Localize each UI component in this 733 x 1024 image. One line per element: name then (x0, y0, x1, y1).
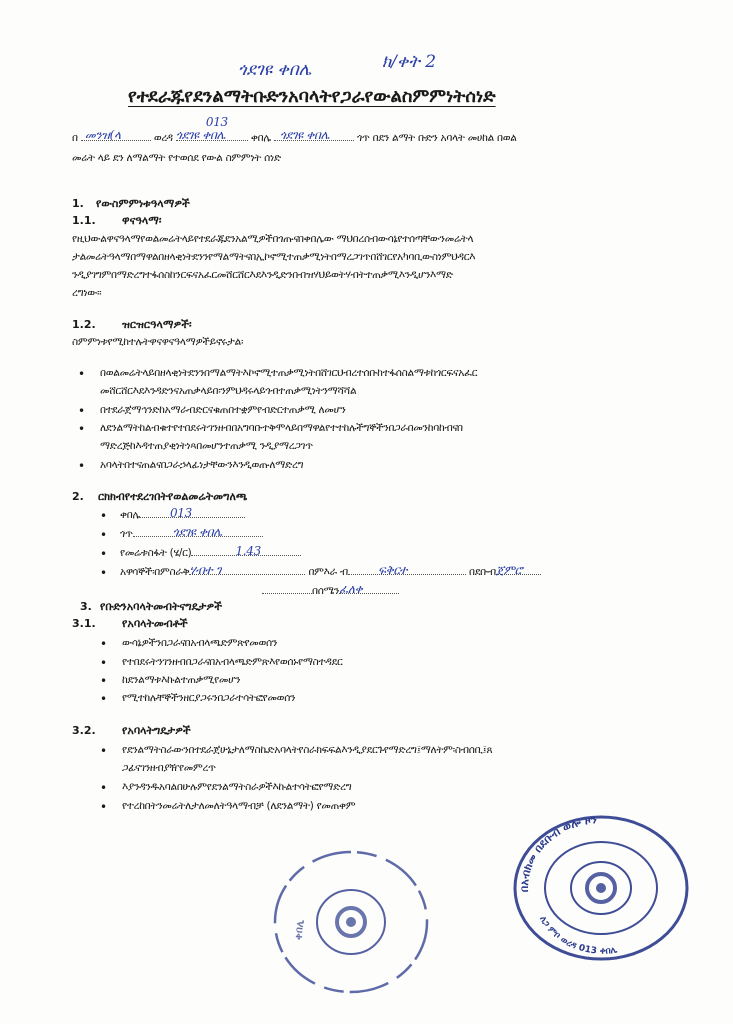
objective-bullet-1-cont: መሸርሸርእደእንዳድንናአጠቃላይበ፡ንምህዳሩላይጎብተጠቃሚነትንማሻሻል (100, 385, 357, 397)
border-west-label: በምእራ ብ (308, 566, 348, 578)
border-south-label: በደቡብ (468, 566, 496, 578)
objective-bullet-1: • በወልመሬትላይበዘላቂነትደንንበማልማትእኮኖሚተጠቃሚነትበሸገርህብረተሰቡከተፋሰስልማቱከጎርፍናአፈር (100, 367, 477, 380)
border-south-value: ጀምሮ (495, 563, 523, 577)
right-bullet-2: • የተበደሩትንገንዘብበጋራናበአብላጫድምጽእየወሰኑየማስተዳደር (122, 656, 343, 669)
official-stamp-right (512, 814, 690, 962)
duty-bullet-1-cont: ጋፊናገንዘብያዥየመምረጥ (122, 762, 216, 774)
land-kebele-blank (140, 506, 245, 520)
duty-bullet-2: • እያንዳንዱአባልበሁሉምየደንልማትስራዎችእኩልተሳትፎየማድረግ (122, 781, 351, 794)
objective-bullet-3-cont: ማድረጅከእዳተጠያቂነትነጻበመሆንተጠቃሚ ንዲያማረጋገጥ (100, 440, 313, 452)
right-bullet-4: • የሚተከሉቸኞችንዘርያጋሩንበጋራተሳትፎየመወሰን (122, 692, 295, 705)
intro-kebele-label: ቀበሌ (250, 132, 271, 144)
land-area-value: 1.43 (235, 544, 261, 558)
intro-woreda-label: ወረዳ (153, 132, 173, 144)
section3-heading: የቡድንአባላትመብትናግዴታዎች (100, 600, 222, 613)
objective-bullet-2: • በተደራጀማኅንድከአማራብድርናቁጠበተቋምየብድርተጠቃሚ ለመሆን (100, 404, 346, 417)
got-blank (274, 128, 354, 142)
objective-bullet-4: • አባላትበተናጠልናበጋራኃላፊነታቸውንእንዲወጡለማድረግ (100, 459, 303, 472)
section1-1-line-1: የዚህውልዋናዓላማየወልመሬትላይየተደራጁደንአልሚዎችበጎጡናበቀበሌው ማህበረሰብውሳኔየተሰጣቸውንመሬትላ (72, 233, 474, 245)
land-area-blank (191, 544, 301, 558)
land-got-label: ጎጥ (120, 528, 133, 540)
kebele-hand-value: ጎደገዩ ቀበሌ (175, 128, 226, 142)
land-got-blank (133, 525, 263, 539)
objective-bullet-3: • ለደንልማትከልብቁተየተበደሩትገንዘብበአግባቡተቅሞላይበማዋልየተተከሉችግኞችንበጋራበመንከባከብናበ (100, 422, 463, 435)
kebele-number: 013 (205, 115, 228, 129)
duty-bullet-1: • የደንልማትስራውንበተደራጀሁኔታለማስኬድአባላትየስራክፍፍልእንዲያደርጉየማድረግ፤ማለትም፡ስብሰቢ፤ጸ (122, 744, 492, 757)
right-bullet-3: • ከደንልማቱእኩልተጠቃሚየመሆን (122, 674, 240, 687)
border-north-value: ፈለቀ (339, 582, 363, 596)
border-north-label: በሰሜን (312, 585, 340, 597)
section1-1-heading: ዋናዓላማ፡ (122, 214, 162, 227)
section1-number: 1. (72, 197, 84, 210)
border-north-row (262, 582, 399, 598)
land-area-row (120, 544, 301, 560)
handwritten-header-left: ጎደገዩ ቀበሌ (238, 60, 312, 80)
woreda-value: መንዝ(ላ (84, 128, 121, 142)
section1-2-number: 1.2. (72, 318, 96, 331)
official-stamp-left (272, 842, 430, 994)
intro-got-text: ጎጥ በደን ልማት ቡድን አባላት መሀከል በወል (356, 132, 517, 144)
border-north-lead (262, 593, 312, 594)
border-east-value: ሃብተ ገ (189, 563, 222, 577)
woreda-blank (81, 128, 151, 142)
section1-2-intro: ስምምነቱየሚከተሉትዋናዋናዓላማዎችይኖሩታል፡ (72, 336, 244, 348)
stamp-right-ring-bottom: ለጋ ምቦ ወረዳ 013 ቀበሌ (537, 914, 618, 957)
section2-number: 2. (72, 490, 84, 503)
border-south-blank (495, 563, 541, 577)
border-east-blank (189, 563, 305, 577)
section3-1-heading: የአባላትመብቶች (122, 617, 188, 630)
got-hand-value: ጎደገዩ ቀበሌ (279, 128, 330, 142)
intro-line-1 (72, 115, 517, 145)
section2-heading: ርክክብየተደረገበትየወልመሬትመግለጫ (98, 490, 248, 503)
section1-1-number: 1.1. (72, 214, 96, 227)
land-kebele-label: ቀበሌ (120, 509, 140, 521)
border-north-blank (339, 582, 399, 596)
section3-2-number: 3.2. (72, 724, 96, 737)
right-bullet-1: • ውሳኔዎችንበጋራናበአብላጫድምጽየመወሰን (122, 637, 277, 650)
section3-2-heading: የአባላትግዴታዎች (122, 724, 191, 737)
section3-number: 3. (80, 600, 92, 613)
kebele-blank (175, 115, 248, 142)
border-west-blank (348, 563, 466, 577)
border-east-row (120, 563, 541, 579)
border-east-label: አዋሳኞች፡በምስራቅ (120, 566, 190, 578)
land-kebele-row (120, 506, 245, 522)
section3-1-number: 3.1. (72, 617, 96, 630)
duty-bullet-3: • የተረከበትንመሬትለታለመለትዓላማብቻ (ለደንልማት) የመጠቀም (122, 800, 355, 813)
land-got-value: ጎደገዩ ቀበሌ (172, 525, 222, 539)
section1-1-line-3: ንዲያገግምበማድረግተፋሰስከንርፍናአፈርመሸርሸርእደእንዲድንበብዝሃህይወትሃብትተጠቃሚእንዲሆንእማድ (72, 269, 453, 281)
intro-line-2: መሬት ላይ ደን ለማልማት የተወሰደ የውል ስምምነት ሰነድ (72, 152, 281, 164)
land-area-label: የመሬቱስፋት (ሄ/ር) (120, 547, 192, 559)
stamp-right-ring-top: በአብክመ በደቡብ ወሎ ዞን (517, 814, 598, 893)
section1-heading: የውስምምነቱዓላማዎች (96, 197, 190, 210)
land-got-row (120, 525, 263, 541)
intro-prefix: በ (72, 132, 78, 144)
document-title: የተደራጁየደንልማትቡድንአባላትየጋራየውልስምምነትሰነድ (128, 86, 496, 107)
land-kebele-value: 013 (169, 506, 192, 520)
section1-1-line-2: ታልመሬትዓላማበማዋልበዘላቂነትደንንየማልማትናበኢኮኖሚተጠቃሚነትበማረጋገጥበሸገርየአካባቢውስነምህዳርእ (72, 251, 476, 263)
handwritten-header-right: ክ/ቀት 2 (382, 52, 437, 72)
stamp-left-ring: ቀበሌ (293, 918, 308, 941)
border-west-value: ፍቅርተ (377, 563, 408, 577)
section1-1-line-4: ረግነው፡፡ (72, 287, 102, 299)
section1-2-heading: ዝርዝርዓላማዎች፡ (122, 318, 192, 331)
